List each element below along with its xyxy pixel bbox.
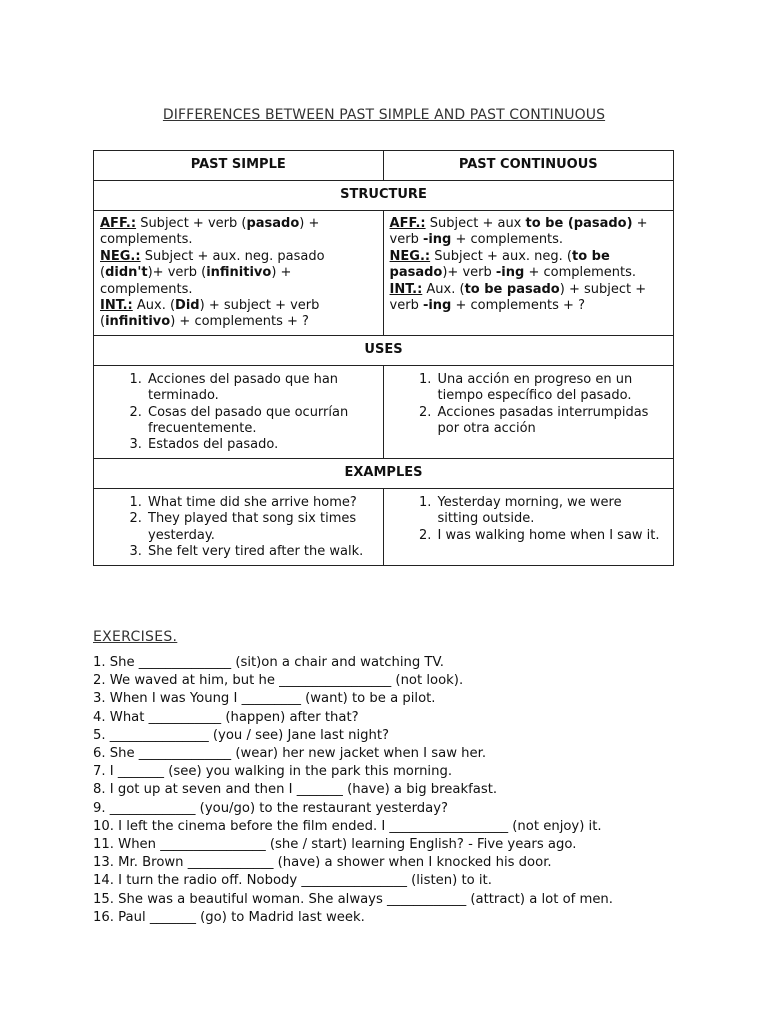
exercise-item: 9. _____________ (you/go) to the restaurant yesterday? [93,800,449,816]
int-label: INT.: [100,298,133,314]
list-item: 2. Acciones pasadas interrumpidas por otra acción [436,405,665,438]
exercise-item: 15. She was a beautiful woman. She always ____________ (attract) a lot of men. [93,891,613,907]
section-examples: EXAMPLES [94,458,674,488]
uses-past-continuous [383,365,673,458]
section-uses: USES [94,335,674,365]
exercise-item: 13. Mr. Brown _____________ (have) a shower when I knocked his door. [93,855,552,871]
section-structure: STRUCTURE [94,181,674,211]
exercise-item: 6. She ______________ (wear) her new jacket when I saw her. [93,746,487,762]
int-label: INT.: [389,281,423,297]
text: + complements + ? [451,298,585,314]
text: to be pasado [389,248,610,281]
text: )+ verb ( [147,265,207,281]
exercise-item: 3. When I was Young I _________ (want) to be a pilot. [93,691,436,707]
text: + complements. [524,265,636,281]
text: didn't [105,265,148,281]
exercises-heading: EXERCISES. [93,629,178,645]
structure-past-simple [94,211,384,336]
text: ) + complements + ? [170,314,309,330]
text: -ing [422,298,452,314]
text: infinitivo [206,265,272,281]
list-item: 2. Cosas del pasado que ocurrían frecuentemente. [146,405,375,438]
text: pasado [246,216,300,231]
exercise-item: 2. We waved at him, but he _________________ (not look). [93,673,464,689]
text: )+ verb [442,265,496,281]
text: Subject + verb ( [136,216,247,231]
text: Did [175,298,200,314]
neg-label: NEG.: [389,248,431,264]
neg-label: NEG.: [100,248,141,264]
list-item: 2. I was walking home when I saw it. [436,528,665,544]
exercise-item: 11. When ________________ (she / start) learning English? - Five years ago. [93,837,577,853]
examples-past-continuous [383,488,673,565]
exercise-list [93,654,693,927]
header-past-continuous: PAST CONTINUOUS [383,151,673,181]
list-item: 1. Yesterday morning, we were sitting outside. [436,495,665,528]
aff-label: AFF.: [100,216,137,231]
text: ) + subject + verb [389,281,647,314]
list-item: 2. They played that song six times yesterday. [146,511,375,544]
text: Aux. ( [422,281,465,297]
aff-label: AFF.: [389,216,426,231]
structure-past-continuous [383,211,673,336]
document-title: DIFFERENCES BETWEEN PAST SIMPLE AND PAST CONTINUOUS [162,107,606,123]
text: ) + complements. [100,216,320,248]
exercise-item: 16. Paul _______ (go) to Madrid last week. [93,909,365,925]
text: -ing [422,232,452,248]
text: + complements. [451,232,564,248]
comparison-table [93,150,674,566]
examples-past-simple [94,488,384,565]
list-item: 1. Acciones del pasado que han terminado. [146,372,375,405]
uses-past-simple [94,365,384,458]
text: Aux. ( [132,298,176,314]
exercise-item: 5. _______________ (you / see) Jane last night? [93,727,390,743]
exercise-item: 8. I got up at seven and then I _______ (have) a big breakfast. [93,782,498,798]
text: Subject + aux. neg. pasado ( [100,248,325,281]
text: ) + subject + verb ( [100,298,320,330]
list-item: 1. Una acción en progreso en un tiempo específico del pasado. [436,372,665,405]
text: ) + complements. [100,265,292,297]
text: to be pasado [464,281,560,297]
exercise-item: 1. She ______________ (sit)on a chair and watching TV. [93,655,444,670]
text: + verb [389,216,648,248]
list-item: 3. Estados del pasado. [146,437,375,453]
exercise-item: 10. I left the cinema before the film ended. I __________________ (not enjoy) it. [93,818,602,834]
exercise-item: 14. I turn the radio off. Nobody ________________ (listen) to it. [93,873,492,889]
text: Subject + aux [425,216,526,231]
text: infinitivo [105,314,171,330]
exercise-item: 4. What ___________ (happen) after that? [93,709,359,725]
list-item: 3. She felt very tired after the walk. [146,544,375,560]
list-item: 1. What time did she arrive home? [146,495,375,511]
text: Subject + aux. neg. ( [430,248,572,264]
text: -ing [495,265,525,281]
header-past-simple: PAST SIMPLE [94,151,384,181]
text: to be (pasado) [525,216,633,231]
exercise-item: 7. I _______ (see) you walking in the park this morning. [93,764,453,780]
